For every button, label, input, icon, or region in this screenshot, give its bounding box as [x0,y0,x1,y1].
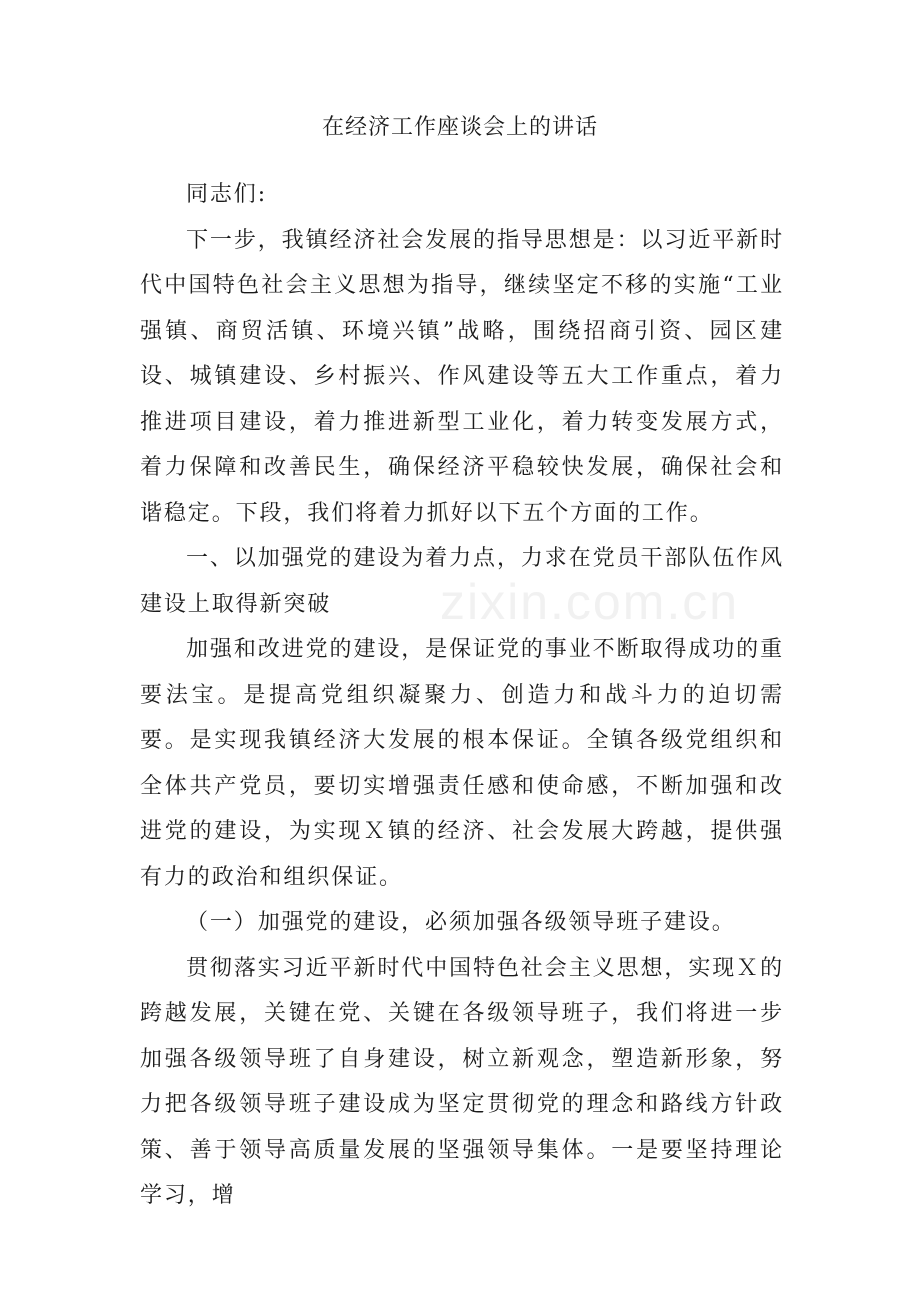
section-heading-1: 一、以加强党的建设为着力点，力求在党员干部队伍作风建设上取得新突破 [140,546,784,617]
paragraph-party-building: 加强和改进党的建设，是保证党的事业不断取得成功的重要法宝。是提高党组织凝聚力、创造力和战斗力的迫切需要。是实现我镇经济大发展的根本保证。全镇各级党组织和全体共产党员，要切实增强责任感和使命感，不断加强和改进党的建设，为实现Ｘ镇的经济、社会发展大跨越，提供强有力的政治和组织保证。 [140,637,784,890]
document-body [140,172,784,1219]
paragraph-leadership: 贯彻落实习近平新时代中国特色社会主义思想，实现Ｘ的跨越发展，关键在党、关键在各级领导班子，我们将进一步加强各级领导班了自身建设，树立新观念，塑造新形象，努力把各级领导班子建设成为坚定贯彻党的理念和路线方针政策、善于领导高质量发展的坚强领导集体。一是要坚持理论学习，增 [140,955,784,1208]
salutation: 同志们: [186,182,268,207]
watermark: zixin.com.cn [440,574,740,630]
subsection-heading-1: （一）加强党的建设，必须加强各级领导班子建设。 [186,910,736,935]
document-title: 在经济工作座谈会上的讲话 [321,115,598,140]
paragraph-guiding-ideology: 下一步，我镇经济社会发展的指导思想是：以习近平新时代中国特色社会主义思想为指导，继续坚定不移的实施“工业强镇、商贸活镇、环境兴镇”战略，围绕招商引资、园区建设、城镇建设、乡村振兴、作风建设等五大工作重点，着力推进项目建设，着力推进新型工业化，着力转变发展方式，着力保障和改善民生，确保经济平稳较快发展，确保社会和谐稳定。下段，我们将着力抓好以下五个方面的工作。 [140,227,784,526]
